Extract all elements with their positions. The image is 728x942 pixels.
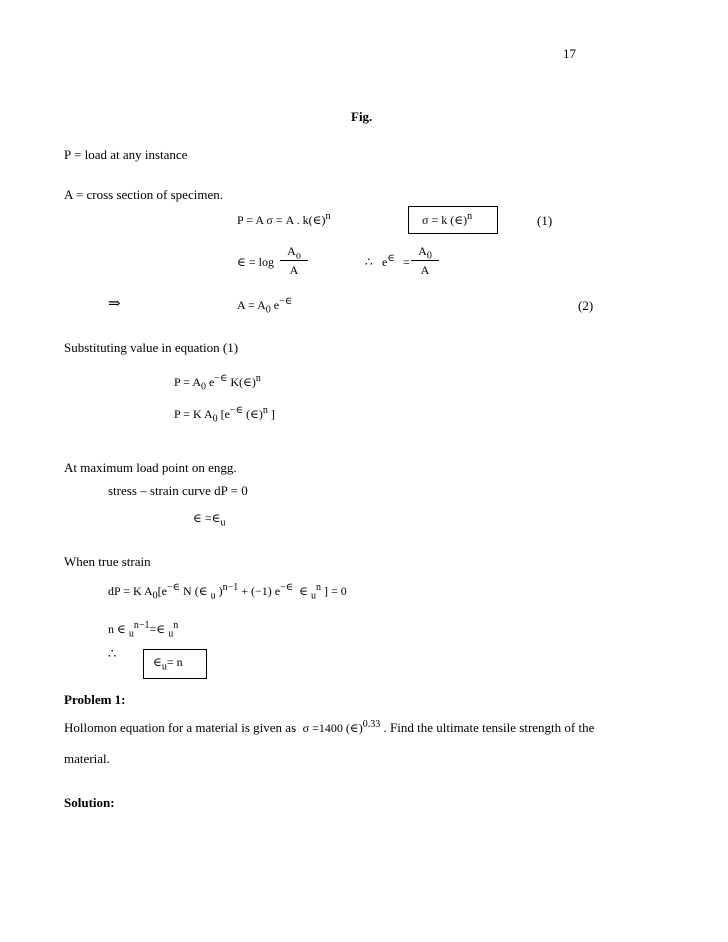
solution-title: Solution: [64,795,115,810]
problem-title: Problem 1: [64,692,126,707]
hollomon-equation: σ =1400 (∈)$^{0.33}$ [302,719,381,735]
equation-2-tag: (2) [578,298,594,313]
log-equation-lhs: ∈ = log [237,255,274,269]
fraction-ao-over-a: $\frac{A_o}{A}$ [280,244,308,278]
true-strain-text: When true strain [64,554,151,569]
equation-6: dP = K $A_0[e^{-\in}$ N (∈ $_u$ )$^{n-1}$ + (−1) e−∈ ∈ $_u^n$ ] = 0 [108,582,347,602]
fraction-a0-over-a: $\frac{A_0}{A}$ [411,244,439,278]
equation-1-tag: (1) [537,213,553,228]
equation-4: P = K $A_0$ [e−∈ (∈)$^n$ ] [174,405,275,425]
figure-label: Fig. [351,109,373,124]
equation-7: n ∈ $_u^{n-1}$=∈ $_u^n$ [108,620,179,640]
therefore-symbol: ∴ [365,255,373,269]
equation-3: $P = A_0$ e−∈ K(∈)$^n$ [174,373,261,393]
equation-1-lhs: P = A σ = A . k(∈)$^n$ [237,211,331,227]
equals-sign: = [403,255,410,269]
max-load-text: At maximum load point on engg. [64,460,237,475]
equation-2: $A = A_0$ e−∈ [237,296,293,316]
definition-p: P = load at any instance [64,147,188,162]
therefore-symbol-2: ∴ [108,646,117,661]
problem-line-2: material. [64,751,110,766]
substituting-text: Substituting value in equation (1) [64,340,239,355]
stress-strain-text: stress – strain curve dP = 0 [108,483,248,498]
exp-epsilon: e∈ [382,253,395,269]
page-number: 17 [563,46,576,61]
equation-1-boxed: σ = k (∈)$^n$ [422,211,473,227]
equation-5: ∈ $=\in_u$ [193,511,226,529]
equation-8-result: $\in_u= n$ [153,655,183,673]
problem-line-1: Hollomon equation for a material is given as σ =1400 (∈)$^{0.33}$ . Find the ultimate tensile strength of the [64,719,595,735]
definition-a: A = cross section of specimen. [64,187,223,202]
implies-arrow: ⇒ [108,296,121,312]
